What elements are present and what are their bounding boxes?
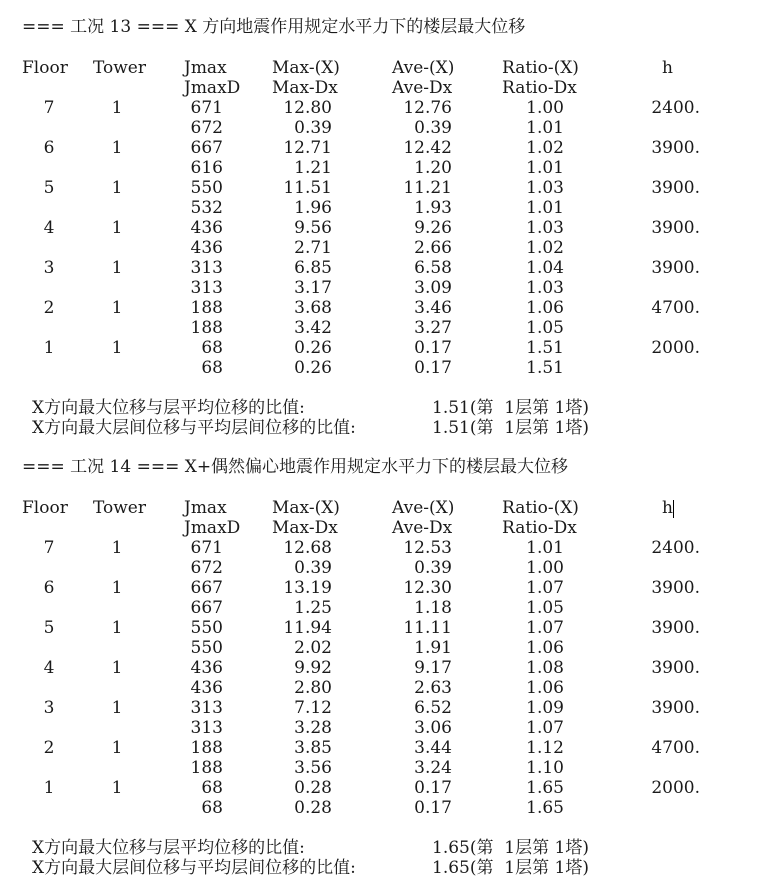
text-cursor (673, 500, 674, 518)
jmax-cell: 68 (201, 338, 223, 358)
max-x-cell: 0.28 (294, 778, 332, 798)
jmax-cell: 436 (190, 218, 223, 238)
header-max-x: Max-(X) (272, 58, 340, 78)
max-dx-cell: 3.28 (294, 718, 332, 738)
header-max-dx: Max-Dx (272, 78, 338, 98)
ratio-x-cell: 1.02 (526, 138, 564, 158)
max-x-cell: 12.80 (283, 98, 332, 118)
max-dx-cell: 0.39 (294, 118, 332, 138)
ratio-dx-cell: 1.07 (526, 718, 564, 738)
ave-x-cell: 3.46 (414, 298, 452, 318)
ave-x-cell: 12.30 (403, 578, 452, 598)
h-cell: 3900. (651, 578, 700, 598)
ave-x-cell: 12.42 (403, 138, 452, 158)
header-jmaxd: JmaxD (184, 78, 241, 98)
jmaxd-cell: 313 (190, 278, 223, 298)
ratio-dx-cell: 1.06 (526, 638, 564, 658)
ratio-x-cell: 1.12 (526, 738, 564, 758)
max-dx-cell: 2.02 (294, 638, 332, 658)
ratio-dx-cell: 1.01 (526, 158, 564, 178)
header-jmax: Jmax (184, 498, 227, 518)
header-floor: Floor (22, 58, 68, 78)
ave-x-cell: 0.17 (414, 778, 452, 798)
jmaxd-cell: 672 (190, 118, 223, 138)
tower-cell: 1 (111, 258, 123, 278)
ave-dx-cell: 3.24 (414, 758, 452, 778)
floor-cell: 6 (43, 138, 55, 158)
header-max-x: Max-(X) (272, 498, 340, 518)
max-dx-cell: 1.96 (294, 198, 332, 218)
floor-cell: 3 (43, 258, 55, 278)
jmax-cell: 68 (201, 778, 223, 798)
header-jmax: Jmax (184, 58, 227, 78)
ratio-x-cell: 1.09 (526, 698, 564, 718)
tower-cell: 1 (111, 298, 123, 318)
h-cell: 3900. (651, 178, 700, 198)
tower-cell: 1 (111, 338, 123, 358)
jmaxd-cell: 68 (201, 358, 223, 378)
header-ave-dx: Ave-Dx (392, 518, 453, 538)
summary-value: 1.51(第 1层第 1塔) (432, 398, 589, 418)
header-ratio-dx: Ratio-Dx (502, 518, 577, 538)
max-dx-cell: 1.25 (294, 598, 332, 618)
ave-x-cell: 11.11 (403, 618, 452, 638)
tower-cell: 1 (111, 538, 123, 558)
header-tower: Tower (93, 58, 146, 78)
jmax-cell: 671 (190, 98, 223, 118)
ave-dx-cell: 0.17 (414, 358, 452, 378)
header-ratio-dx: Ratio-Dx (502, 78, 577, 98)
ave-dx-cell: 2.63 (414, 678, 452, 698)
header-h: h (662, 58, 673, 78)
tower-cell: 1 (111, 178, 123, 198)
ratio-dx-cell: 1.65 (526, 798, 564, 818)
ratio-x-cell: 1.65 (526, 778, 564, 798)
tower-cell: 1 (111, 218, 123, 238)
jmaxd-cell: 436 (190, 678, 223, 698)
max-dx-cell: 0.26 (294, 358, 332, 378)
max-dx-cell: 3.42 (294, 318, 332, 338)
max-dx-cell: 0.39 (294, 558, 332, 578)
header-floor: Floor (22, 498, 68, 518)
header-ave-x: Ave-(X) (392, 498, 455, 518)
h-cell: 3900. (651, 258, 700, 278)
floor-cell: 6 (43, 578, 55, 598)
ave-x-cell: 11.21 (403, 178, 452, 198)
max-dx-cell: 3.17 (294, 278, 332, 298)
ave-x-cell: 6.58 (414, 258, 452, 278)
jmax-cell: 188 (190, 298, 223, 318)
max-x-cell: 7.12 (294, 698, 332, 718)
h-cell: 2000. (651, 778, 700, 798)
h-cell: 3900. (651, 698, 700, 718)
floor-cell: 7 (43, 538, 55, 558)
floor-cell: 7 (43, 98, 55, 118)
max-x-cell: 3.68 (294, 298, 332, 318)
tower-cell: 1 (111, 698, 123, 718)
ave-dx-cell: 1.20 (414, 158, 452, 178)
ratio-x-cell: 1.06 (526, 298, 564, 318)
ave-dx-cell: 0.39 (414, 118, 452, 138)
h-cell: 2400. (651, 98, 700, 118)
ratio-x-cell: 1.00 (526, 98, 564, 118)
ratio-dx-cell: 1.01 (526, 198, 564, 218)
max-x-cell: 6.85 (294, 258, 332, 278)
tower-cell: 1 (111, 658, 123, 678)
jmaxd-cell: 188 (190, 758, 223, 778)
h-cell: 3900. (651, 618, 700, 638)
jmaxd-cell: 188 (190, 318, 223, 338)
ratio-x-cell: 1.07 (526, 618, 564, 638)
jmax-cell: 550 (190, 618, 223, 638)
header-ave-x: Ave-(X) (392, 58, 455, 78)
tower-cell: 1 (111, 778, 123, 798)
jmaxd-cell: 436 (190, 238, 223, 258)
ratio-x-cell: 1.51 (526, 338, 564, 358)
summary-value: 1.65(第 1层第 1塔) (432, 838, 589, 858)
case-title: === 工况 13 === X 方向地震作用规定水平力下的楼层最大位移 (22, 17, 526, 37)
ave-dx-cell: 1.18 (414, 598, 452, 618)
ratio-x-cell: 1.08 (526, 658, 564, 678)
max-x-cell: 9.92 (294, 658, 332, 678)
ratio-x-cell: 1.03 (526, 178, 564, 198)
ave-dx-cell: 1.93 (414, 198, 452, 218)
h-cell: 4700. (651, 298, 700, 318)
floor-cell: 3 (43, 698, 55, 718)
summary-label: X方向最大位移与层平均位移的比值: (32, 838, 305, 858)
ratio-dx-cell: 1.06 (526, 678, 564, 698)
jmax-cell: 671 (190, 538, 223, 558)
header-ratio-x: Ratio-(X) (502, 498, 579, 518)
ave-x-cell: 3.44 (414, 738, 452, 758)
ratio-x-cell: 1.07 (526, 578, 564, 598)
header-max-dx: Max-Dx (272, 518, 338, 538)
header-ave-dx: Ave-Dx (392, 78, 453, 98)
ave-x-cell: 12.53 (403, 538, 452, 558)
ratio-x-cell: 1.04 (526, 258, 564, 278)
jmaxd-cell: 667 (190, 598, 223, 618)
header-ratio-x: Ratio-(X) (502, 58, 579, 78)
ratio-dx-cell: 1.03 (526, 278, 564, 298)
tower-cell: 1 (111, 578, 123, 598)
ratio-x-cell: 1.03 (526, 218, 564, 238)
jmax-cell: 436 (190, 658, 223, 678)
header-tower: Tower (93, 498, 146, 518)
ratio-dx-cell: 1.02 (526, 238, 564, 258)
ave-dx-cell: 0.39 (414, 558, 452, 578)
jmaxd-cell: 672 (190, 558, 223, 578)
h-cell: 3900. (651, 658, 700, 678)
ave-dx-cell: 1.91 (414, 638, 452, 658)
max-dx-cell: 2.80 (294, 678, 332, 698)
h-cell: 3900. (651, 138, 700, 158)
ave-dx-cell: 3.06 (414, 718, 452, 738)
ave-dx-cell: 3.09 (414, 278, 452, 298)
ave-x-cell: 9.26 (414, 218, 452, 238)
jmax-cell: 667 (190, 138, 223, 158)
max-dx-cell: 0.28 (294, 798, 332, 818)
ave-dx-cell: 2.66 (414, 238, 452, 258)
header-jmaxd: JmaxD (184, 518, 241, 538)
max-dx-cell: 3.56 (294, 758, 332, 778)
header-h: h (662, 498, 673, 518)
floor-cell: 1 (43, 778, 55, 798)
floor-cell: 2 (43, 298, 55, 318)
floor-cell: 5 (43, 618, 55, 638)
max-x-cell: 9.56 (294, 218, 332, 238)
summary-value: 1.65(第 1层第 1塔) (432, 858, 589, 878)
jmaxd-cell: 532 (190, 198, 223, 218)
jmaxd-cell: 550 (190, 638, 223, 658)
ave-dx-cell: 0.17 (414, 798, 452, 818)
jmaxd-cell: 616 (190, 158, 223, 178)
ave-dx-cell: 3.27 (414, 318, 452, 338)
summary-label: X方向最大位移与层平均位移的比值: (32, 398, 305, 418)
h-cell: 3900. (651, 218, 700, 238)
floor-cell: 1 (43, 338, 55, 358)
tower-cell: 1 (111, 98, 123, 118)
ave-x-cell: 6.52 (414, 698, 452, 718)
ave-x-cell: 12.76 (403, 98, 452, 118)
ave-x-cell: 9.17 (414, 658, 452, 678)
case-title: === 工况 14 === X+偶然偏心地震作用规定水平力下的楼层最大位移 (22, 457, 569, 477)
ratio-dx-cell: 1.05 (526, 318, 564, 338)
ratio-dx-cell: 1.10 (526, 758, 564, 778)
ratio-x-cell: 1.01 (526, 538, 564, 558)
tower-cell: 1 (111, 618, 123, 638)
max-dx-cell: 2.71 (294, 238, 332, 258)
max-x-cell: 3.85 (294, 738, 332, 758)
ave-x-cell: 0.17 (414, 338, 452, 358)
ratio-dx-cell: 1.05 (526, 598, 564, 618)
max-x-cell: 0.26 (294, 338, 332, 358)
summary-label: X方向最大层间位移与平均层间位移的比值: (32, 858, 356, 878)
jmax-cell: 550 (190, 178, 223, 198)
h-cell: 2400. (651, 538, 700, 558)
jmaxd-cell: 313 (190, 718, 223, 738)
max-x-cell: 11.94 (283, 618, 332, 638)
max-x-cell: 11.51 (283, 178, 332, 198)
ratio-dx-cell: 1.01 (526, 118, 564, 138)
jmaxd-cell: 68 (201, 798, 223, 818)
floor-cell: 4 (43, 218, 55, 238)
h-cell: 4700. (651, 738, 700, 758)
max-dx-cell: 1.21 (294, 158, 332, 178)
max-x-cell: 12.68 (283, 538, 332, 558)
floor-cell: 5 (43, 178, 55, 198)
summary-label: X方向最大层间位移与平均层间位移的比值: (32, 418, 356, 438)
jmax-cell: 313 (190, 258, 223, 278)
ratio-dx-cell: 1.00 (526, 558, 564, 578)
tower-cell: 1 (111, 138, 123, 158)
max-x-cell: 12.71 (283, 138, 332, 158)
max-x-cell: 13.19 (283, 578, 332, 598)
jmax-cell: 667 (190, 578, 223, 598)
tower-cell: 1 (111, 738, 123, 758)
jmax-cell: 313 (190, 698, 223, 718)
floor-cell: 4 (43, 658, 55, 678)
ratio-dx-cell: 1.51 (526, 358, 564, 378)
summary-value: 1.51(第 1层第 1塔) (432, 418, 589, 438)
floor-cell: 2 (43, 738, 55, 758)
jmax-cell: 188 (190, 738, 223, 758)
h-cell: 2000. (651, 338, 700, 358)
